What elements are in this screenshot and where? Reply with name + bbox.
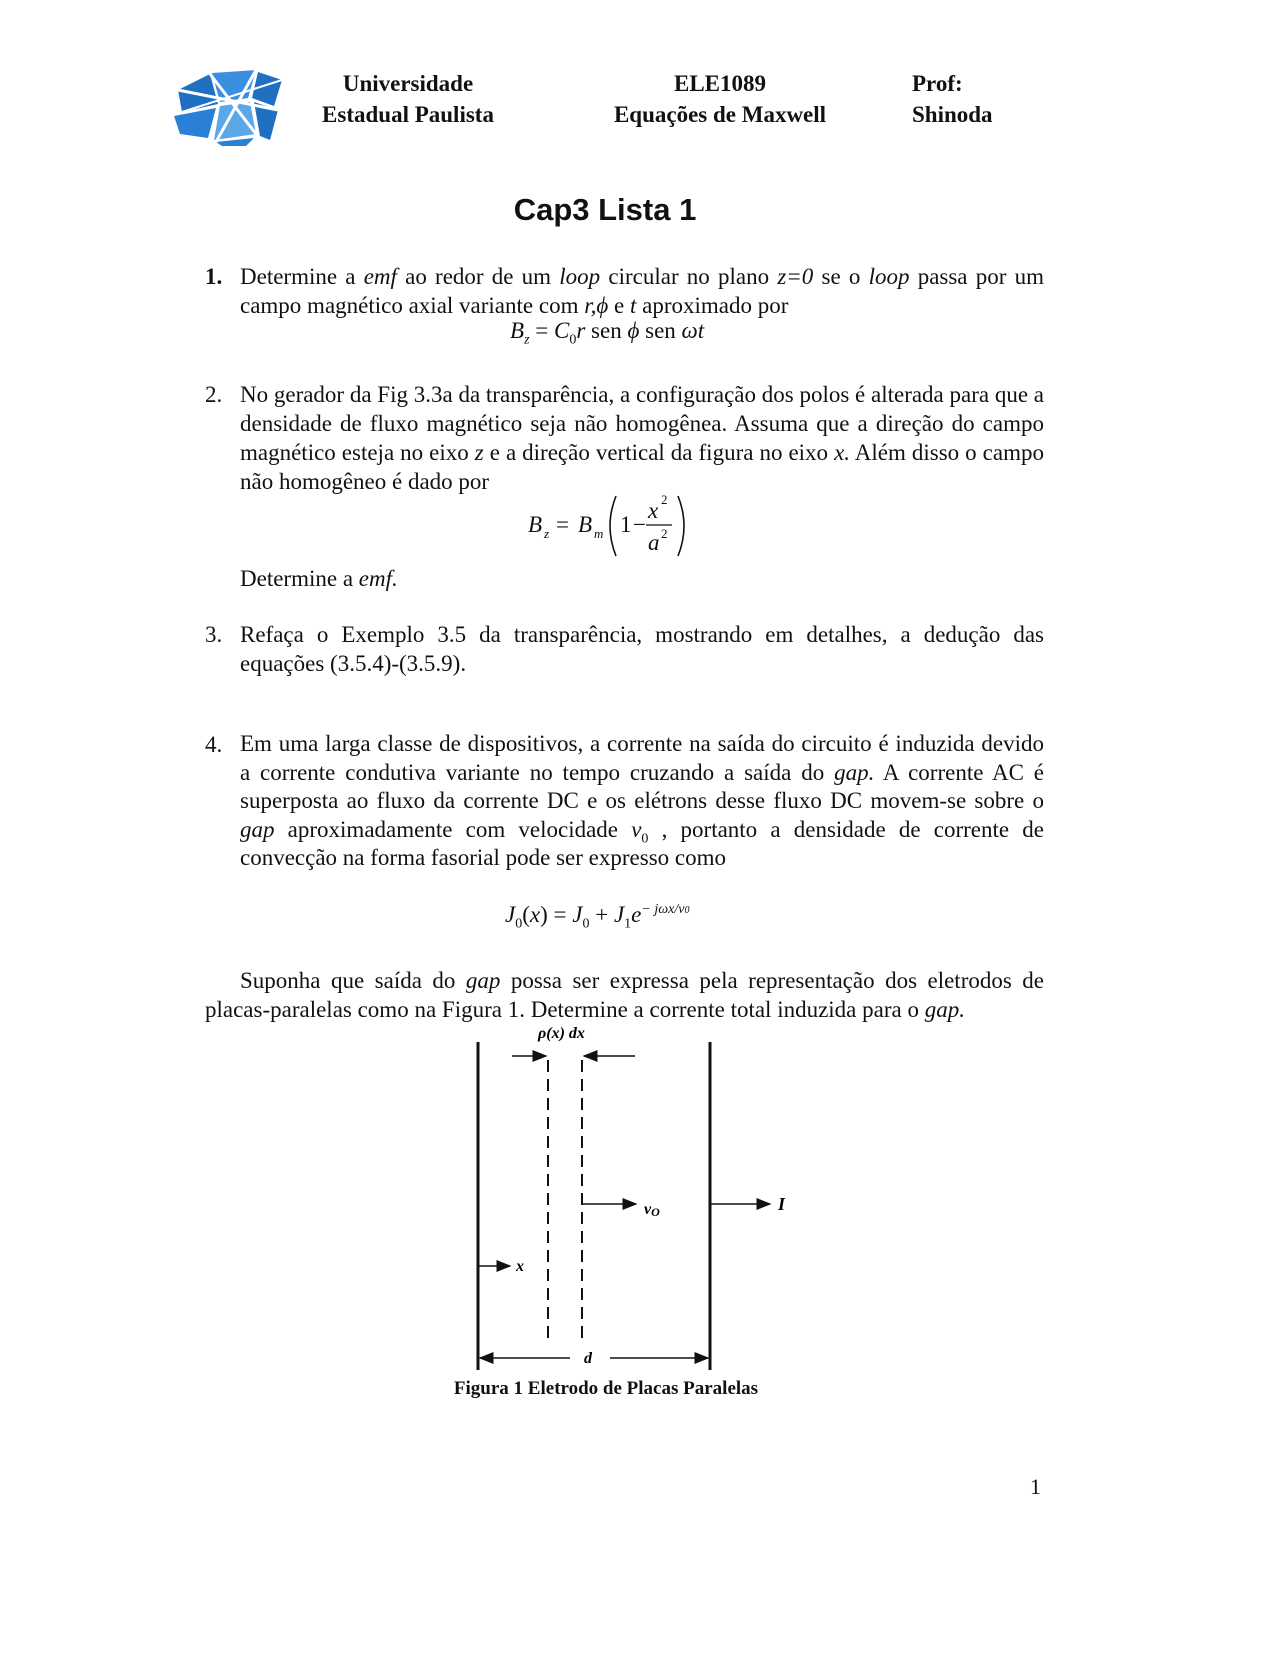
q1-equation: $B_z = C_0r$ sen ϕ sen ωt — [510, 318, 705, 348]
q4-sup-a: Suponha que saída do — [240, 968, 466, 993]
page-number: 1 — [1030, 1474, 1041, 1499]
q4-gap3: gap — [465, 968, 501, 993]
svg-text:m: m — [594, 526, 604, 541]
svg-text:a: a — [648, 530, 660, 555]
header-course — [600, 68, 840, 130]
q1-text-b: ao redor de um — [396, 264, 560, 289]
q4-text-b: A corrente AC é superposta ao fluxo da corrente DC e os elétrons desse fluxo DC movem-se sobre o — [240, 759, 1045, 813]
header-prof-name: Shinoda — [912, 102, 993, 127]
header-university-line1: Universidade — [342, 71, 474, 96]
q4-gap2: gap — [240, 816, 275, 842]
q4-sup-b: possa ser expressa pela representação dos eletrodos de placas-paralelas como na Figura 1. Determine a corrente total induzida para o — [205, 968, 1044, 1022]
q1-text-d: se o — [813, 264, 869, 289]
label-rho-dx: ρ(x) dx — [538, 1025, 585, 1042]
figure-parallel-plates — [460, 1020, 820, 1380]
q1-number: 1. — [205, 264, 223, 289]
q1-text-g: aproximado por — [636, 293, 789, 318]
q4-equation: $J_0(x) = J_0 + J_1e^{- j\omega x/v0}$ — [505, 902, 690, 932]
svg-text:1: 1 — [620, 512, 632, 537]
q1-text-a: Determine a — [240, 264, 364, 289]
label-v0 — [644, 1201, 660, 1219]
q2-text — [240, 380, 1044, 496]
header-university-line2: Estadual Paulista — [322, 102, 494, 127]
svg-text:−: − — [633, 512, 646, 537]
q4-gap1: gap. — [834, 759, 875, 785]
q1-emf: emf — [363, 264, 397, 289]
figure-caption: Figura 1 Eletrodo de Placas Paralelas — [453, 1378, 759, 1399]
q4-gap4: gap. — [924, 997, 965, 1022]
unesp-logo — [170, 68, 290, 148]
q2-det-a: Determine a — [240, 566, 359, 591]
svg-text:x: x — [648, 498, 659, 523]
q1-vars: r,ϕ — [584, 293, 609, 318]
svg-text:2: 2 — [661, 526, 668, 541]
q1-text-c: circular no plano — [600, 264, 778, 289]
header-course-name: Equações de Maxwell — [613, 102, 827, 127]
q2-number: 2. — [205, 382, 223, 407]
svg-text:B: B — [578, 512, 593, 537]
q1-t: t — [630, 293, 637, 318]
q3-number: 3. — [205, 622, 223, 647]
label-v0-sub: O — [651, 1205, 660, 1219]
q2-z: z — [474, 440, 484, 465]
q4-text-d: , portanto a densidade de corrente de convecção na forma fasorial pode ser expresso como — [240, 816, 1044, 870]
q2-x: x. — [834, 440, 851, 465]
q2-text-c: Além disso o campo não homogêneo é dado por — [240, 440, 1044, 494]
q1-z0: z=0 — [777, 264, 814, 289]
label-x: x — [516, 1258, 524, 1275]
q1-text — [240, 262, 1044, 320]
q2-determine — [240, 564, 398, 593]
q1-loop2: loop — [868, 264, 910, 289]
q2-text-b: e a direção vertical da figura no eixo — [483, 440, 835, 465]
q4-suppose — [205, 966, 1044, 1024]
header-course-code: ELE1089 — [673, 71, 767, 96]
q4-v0: $v_0$ — [631, 816, 649, 847]
svg-text:z: z — [544, 526, 550, 541]
header-university — [318, 68, 498, 130]
header-prof-label: Prof: — [912, 71, 963, 96]
page-title: Cap3 Lista 1 — [513, 192, 697, 227]
q2-text-a: No gerador da Fig 3.3a da transparência, a configuração dos polos é alterada para que a densidade de fluxo magnético seja não homogênea. Assuma que a direção do campo magnético esteja no eixo — [240, 382, 1045, 465]
header-professor — [912, 68, 1002, 130]
svg-text:2: 2 — [661, 492, 668, 507]
q4-text-c: aproximadamente com velocidade — [274, 816, 632, 842]
q1-text-f: e — [608, 293, 630, 318]
q4-number: 4. — [205, 732, 223, 757]
q4-text-a: Em uma larga classe de dispositivos, a corrente na saída do circuito é induzida devido a corrente condutiva variante no tempo cruzando a saída do — [240, 731, 1044, 785]
label-I: I — [778, 1194, 786, 1214]
label-d: d — [584, 1350, 592, 1367]
q1-text-e: passa por um campo magnético axial variante com — [240, 264, 1044, 318]
label-v0-v: v — [644, 1201, 652, 1218]
q1-loop: loop — [559, 264, 601, 289]
svg-text:B: B — [528, 512, 543, 537]
svg-text:=: = — [556, 512, 569, 537]
q3-text: Refaça o Exemplo 3.5 da transparência, mostrando em detalhes, a dedução das equações (3.5.4)-(3.5.9). — [240, 622, 1044, 676]
q2-det-emf: emf. — [358, 566, 398, 591]
q2-equation — [520, 488, 700, 566]
q4-text — [240, 730, 1044, 873]
